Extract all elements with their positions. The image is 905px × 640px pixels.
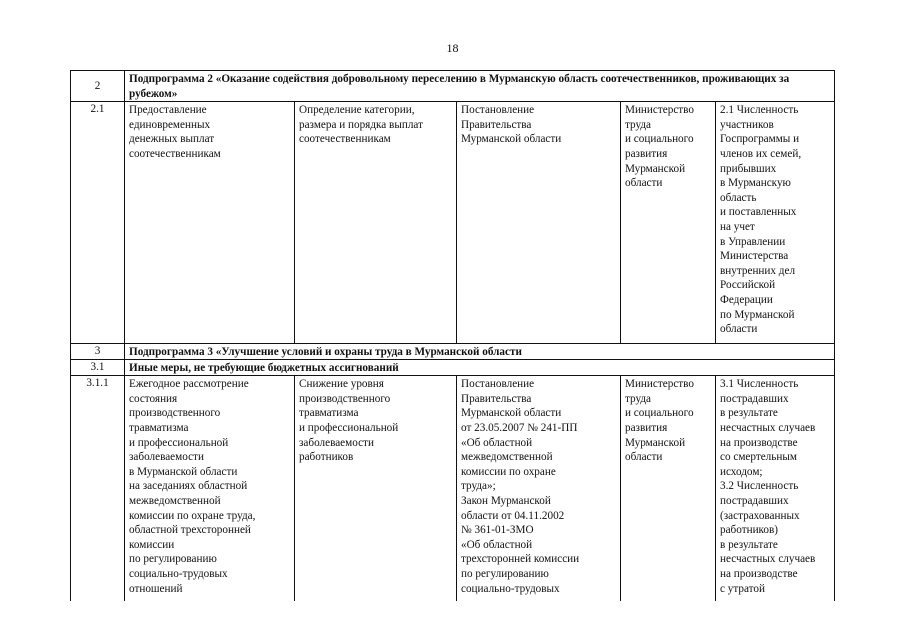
subprogram-2-title: Подпрограмма 2 «Оказание содействия добровольному переселению в Мурманскую область соотечественников, проживающих за рубежом» [125,71,835,102]
indicator-cell: 2.1 Численность участников Госпрограммы и членов их семей, прибывших в Мурманскую область и поставленных на учет в Управлении Министерства внутренних дел Российской Федерации по Мурманской области [716,102,835,344]
measure-cell: Предоставление единовременных денежных выплат соотечественникам [125,102,295,344]
page-number: 18 [446,41,459,55]
executor-cell: Министерство труда и социального развития Мурманской области [621,102,716,344]
section-3-1-title: Иные меры, не требующие бюджетных ассигнований [125,360,835,376]
table-row [71,102,835,344]
document-cell: Постановление Правительства Мурманской области [457,102,621,344]
table-row [71,71,835,102]
table-row [71,344,835,360]
program-measures-table [70,70,835,601]
document-cell: Постановление Правительства Мурманской области от 23.05.2007 № 241-ПП «Об областной межведомственной комиссии по охране труда»; Закон Мурманской области от 04.11.2002 № 361-01-ЗМО «Об областной трехсторонней комиссии по регулированию социально-трудовых [457,376,621,602]
content-cell: Определение категории, размера и порядка выплат соотечественникам [295,102,457,344]
row-number: 3 [71,344,125,360]
table-row [71,376,835,602]
row-number: 2 [71,71,125,102]
indicator-cell: 3.1 Численность пострадавших в результате несчастных случаев на производстве со смертельным исходом; 3.2 Численность пострадавших (застрахованных работников) в результате несчастных случаев на производстве с утратой [716,376,835,602]
row-number: 3.1 [71,360,125,376]
subprogram-3-title: Подпрограмма 3 «Улучшение условий и охраны труда в Мурманской области [125,344,835,360]
content-cell: Снижение уровня производственного травматизма и профессиональной заболеваемости работников [295,376,457,602]
row-number: 2.1 [71,102,125,344]
row-number: 3.1.1 [71,376,125,602]
table-row [71,360,835,376]
measure-cell: Ежегодное рассмотрение состояния производственного травматизма и профессиональной заболеваемости в Мурманской области на заседаниях областной межведомственной комиссии по охране труда, областной трехсторонней комиссии по регулированию социально-трудовых отношений [125,376,295,602]
executor-cell: Министерство труда и социального развития Мурманской области [621,376,716,602]
